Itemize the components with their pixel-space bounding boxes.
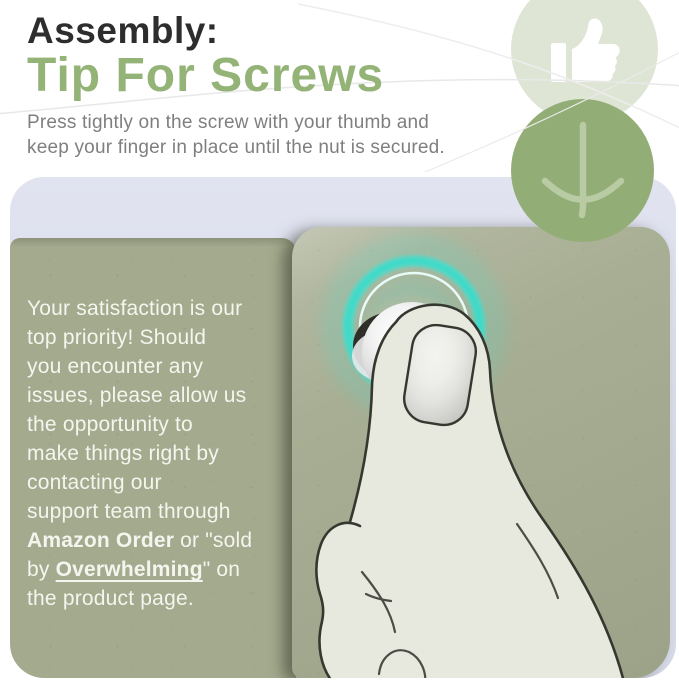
support-note-line: top priority! Should [27, 326, 207, 349]
support-note-line: issues, please allow us [27, 384, 247, 407]
support-note-line: contacting our [27, 471, 162, 494]
header-description-line2: keep your finger in place until the nut is secured. [27, 137, 445, 159]
support-note-line: you encounter any [27, 355, 204, 378]
support-note-line: Your satisfaction is our [27, 297, 243, 320]
board-panel-right [292, 227, 670, 678]
support-note-line: by Overwhelming" on [27, 558, 241, 581]
press-down-badge-circle [511, 99, 654, 242]
support-note-line: the product page. [27, 587, 194, 610]
page-title: Assembly: [27, 10, 219, 51]
support-note [27, 294, 285, 613]
page-subtitle-accent: Tip For Screws [27, 49, 385, 103]
support-note-line: support team through [27, 500, 231, 523]
illustration-card [10, 177, 676, 678]
header-description [27, 110, 445, 160]
header-description-line1: Press tightly on the screw with your thumb and [27, 112, 430, 134]
support-note-line: Amazon Order or "sold [27, 529, 253, 552]
header [27, 10, 445, 160]
thumbs-up-icon [548, 16, 622, 84]
support-note-line: the opportunity to [27, 413, 193, 436]
support-note-line: make things right by [27, 442, 219, 465]
press-down-arrow-icon [537, 119, 629, 223]
